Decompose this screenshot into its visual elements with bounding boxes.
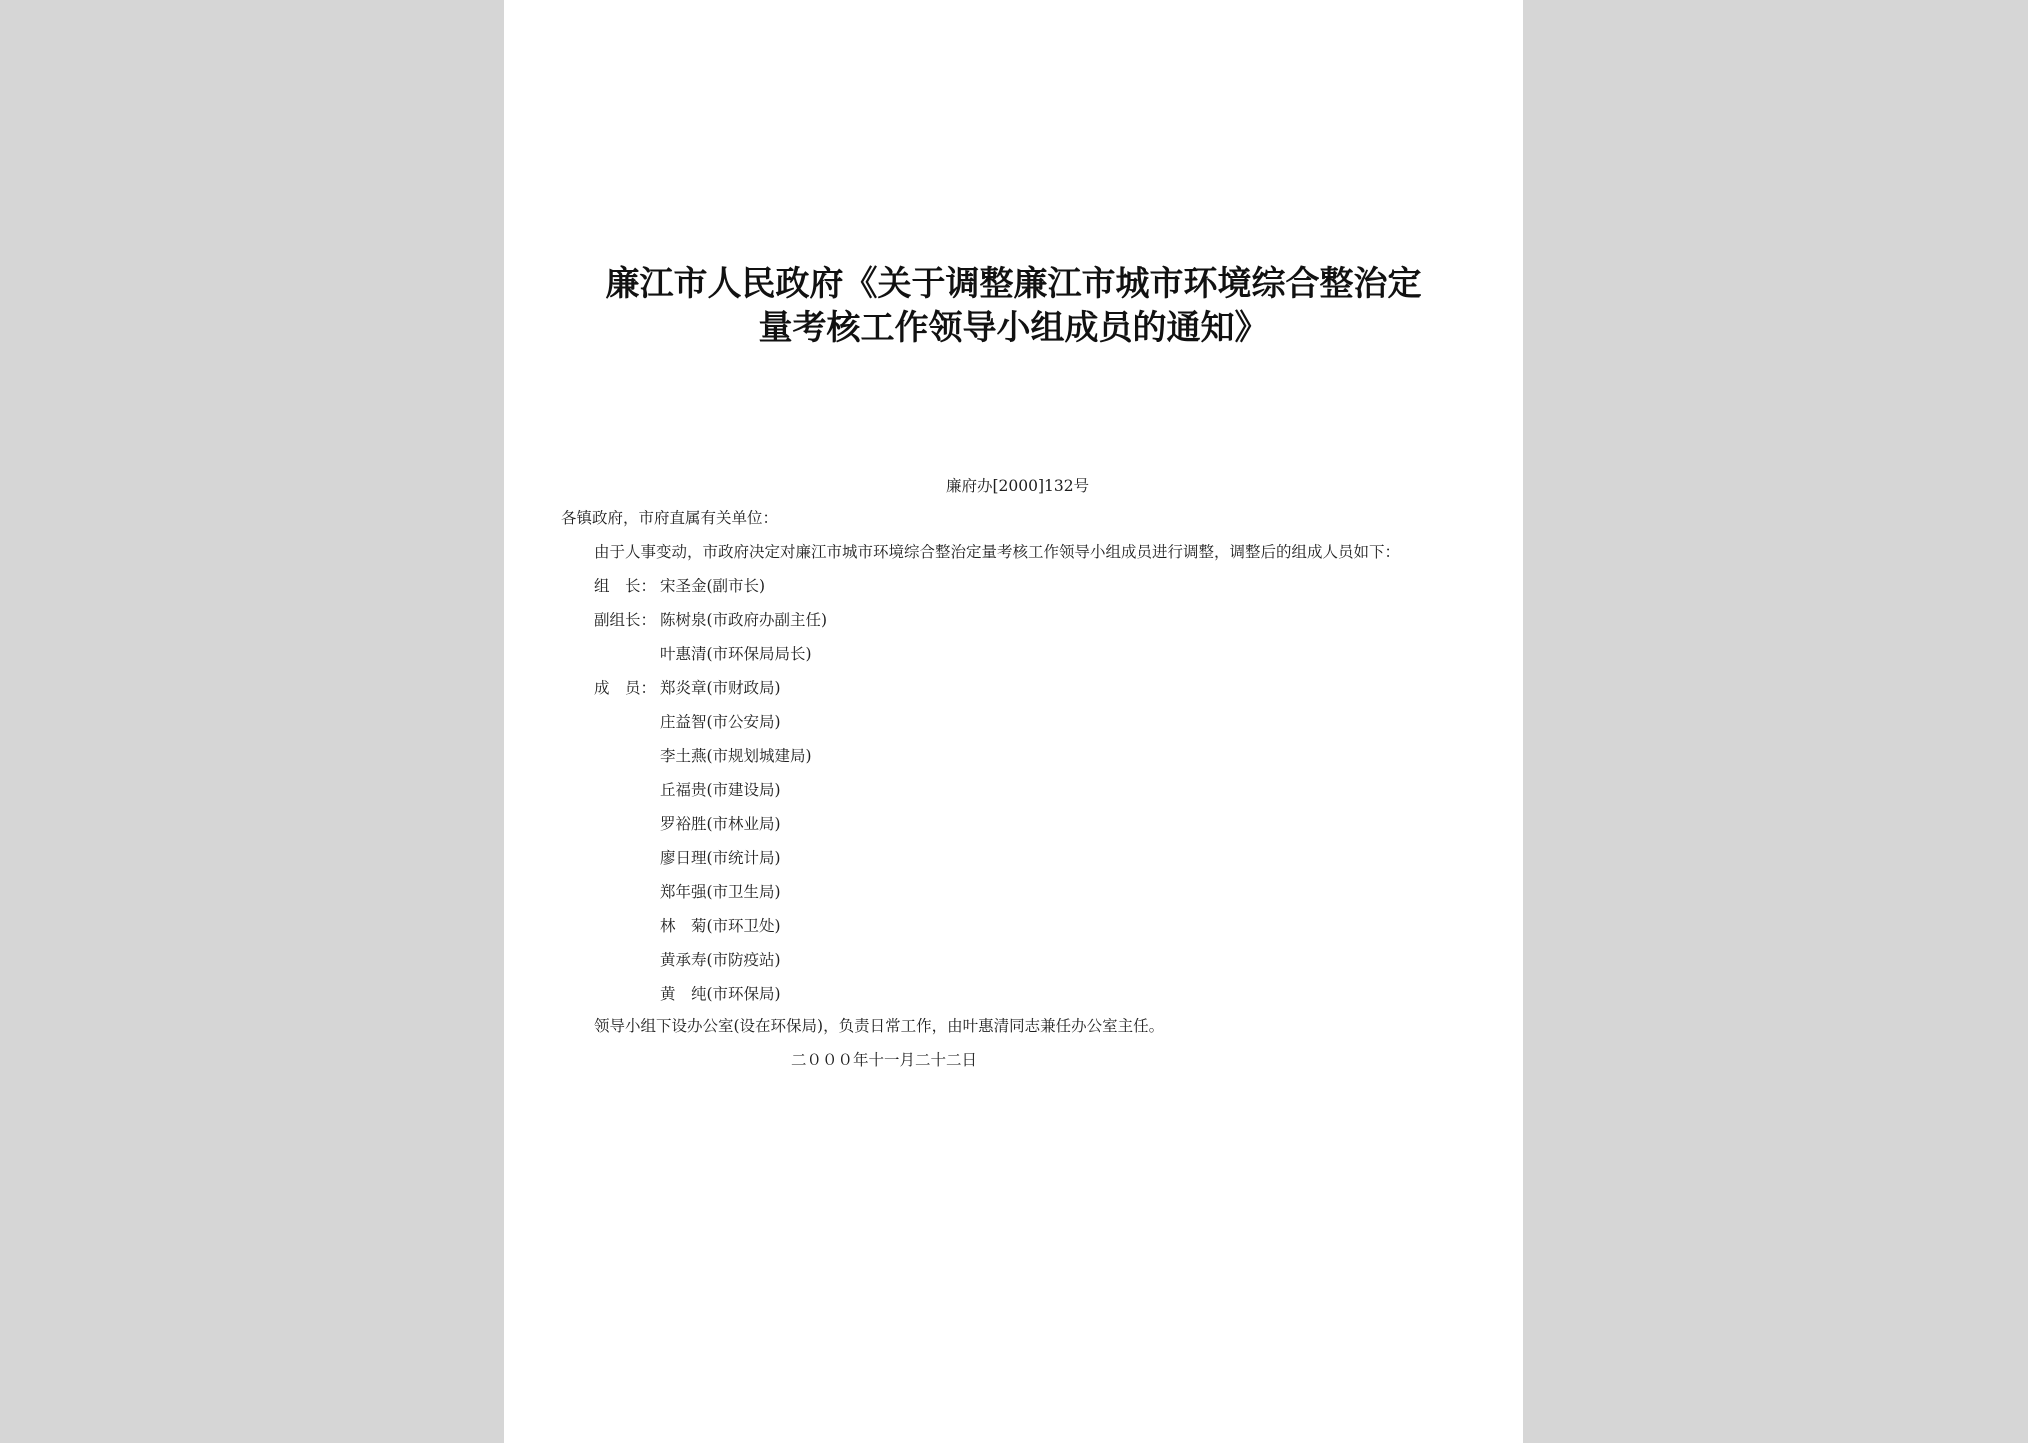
document-date: 二０００年十一月二十二日	[791, 1051, 978, 1069]
leader-name: 宋圣金(副市长)	[660, 577, 766, 595]
member-item: 廖日理(市统计局)	[660, 849, 781, 867]
member-item: 庄益智(市公安局)	[660, 713, 781, 731]
salutation: 各镇政府，市府直属有关单位：	[561, 509, 779, 527]
title-line-2: 量考核工作领导小组成员的通知》	[758, 308, 1269, 348]
member-item: 丘福贵(市建设局)	[660, 781, 781, 799]
deputy-label: 副组长：	[594, 611, 657, 629]
members-label: 成 员：	[594, 679, 657, 697]
closing-paragraph: 领导小组下设办公室(设在环保局)，负责日常工作，由叶惠清同志兼任办公室主任。	[594, 1017, 1165, 1035]
intro-paragraph: 由于人事变动，市政府决定对廉江市城市环境综合整治定量考核工作领导小组成员进行调整，调整后的组成人员如下：	[594, 543, 1401, 561]
title-line-1: 廉江市人民政府《关于调整廉江市城市环境综合整治定	[605, 264, 1422, 304]
member-item: 郑炎章(市财政局)	[660, 679, 781, 697]
member-item: 黄 纯(市环保局)	[660, 985, 781, 1003]
member-item: 郑年强(市卫生局)	[660, 883, 781, 901]
document-title	[544, 262, 1483, 350]
member-item: 李土燕(市规划城建局)	[660, 747, 812, 765]
document-page	[504, 0, 1523, 1443]
member-item: 黄承寿(市防疫站)	[660, 951, 781, 969]
deputy-item: 陈树泉(市政府办副主任)	[660, 611, 828, 629]
leader-label: 组 长：	[594, 577, 657, 595]
document-number: 廉府办[2000]132号	[946, 477, 1090, 495]
member-item: 林 菊(市环卫处)	[660, 917, 781, 935]
member-item: 罗裕胜(市林业局)	[660, 815, 781, 833]
deputy-item: 叶惠清(市环保局局长)	[660, 645, 812, 663]
